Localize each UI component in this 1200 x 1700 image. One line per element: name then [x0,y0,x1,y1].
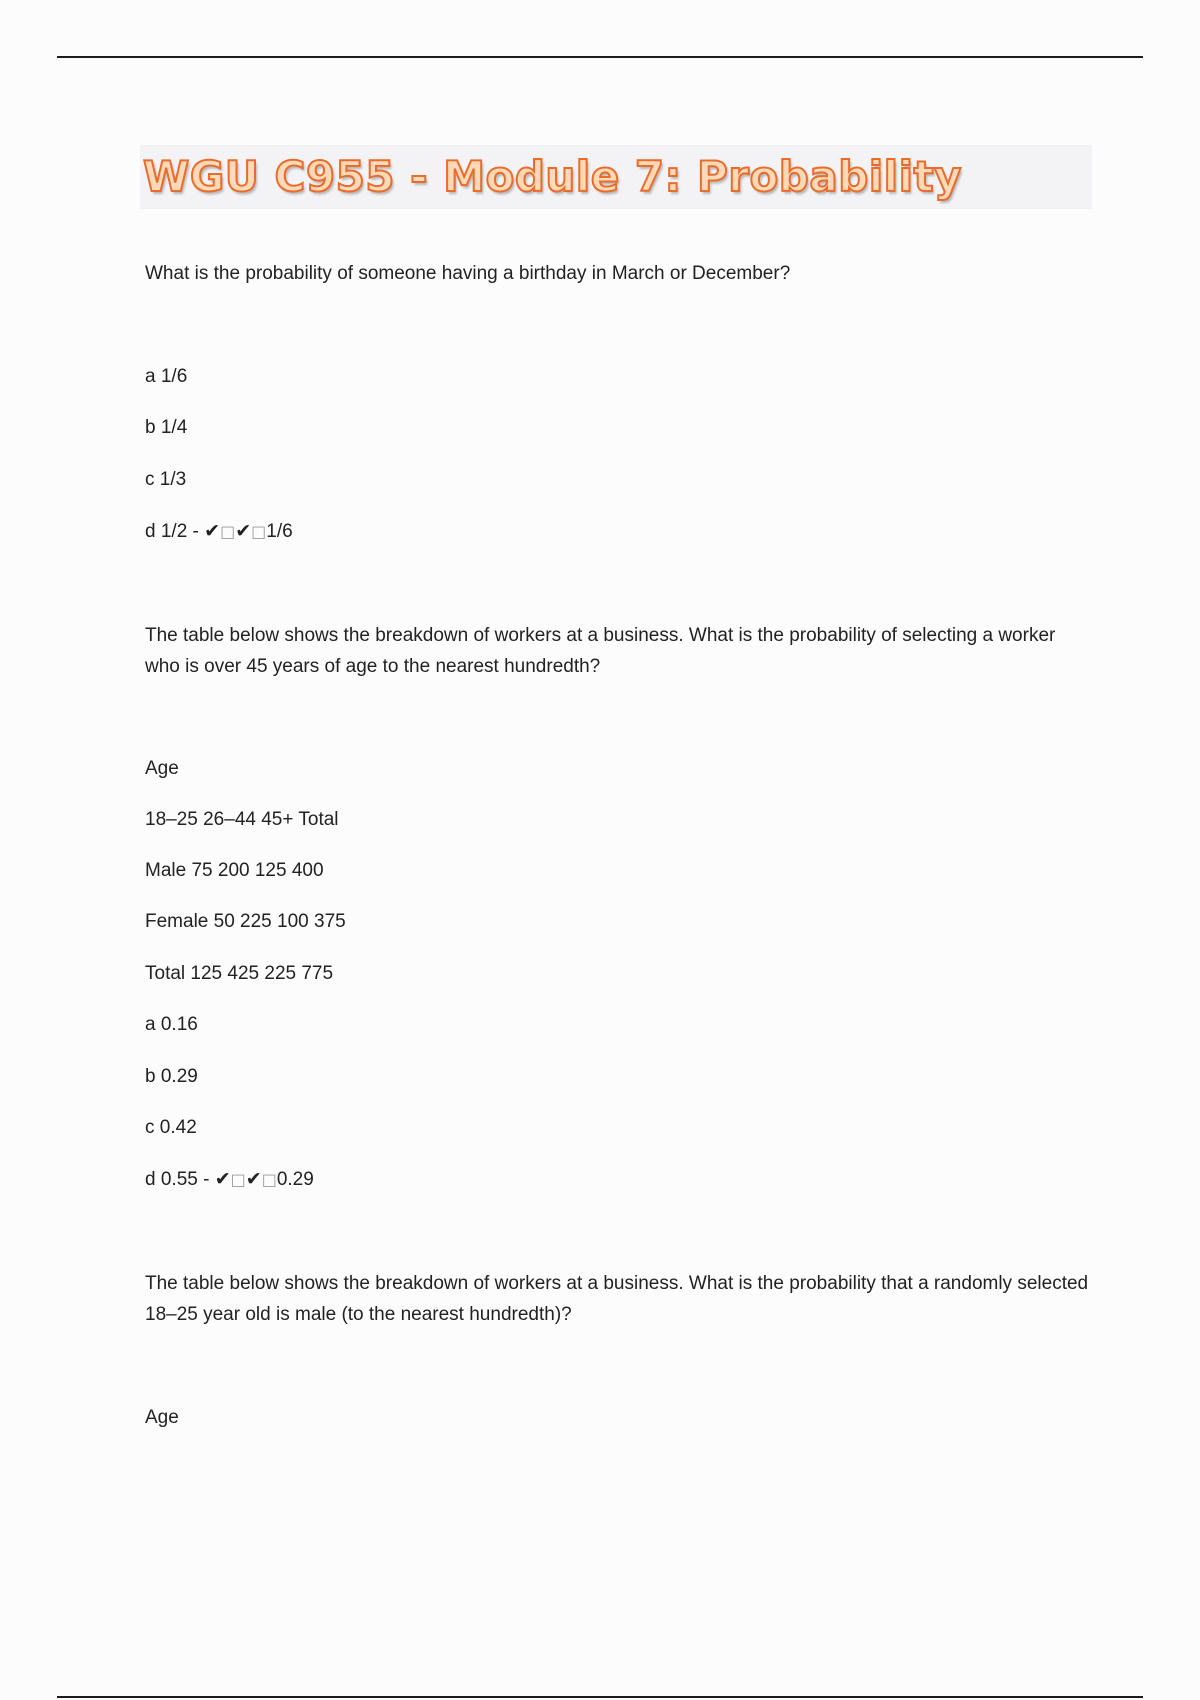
question-1-option-d-label: d 1/2 - [145,521,205,542]
question-1-answer: 1/6 [266,521,293,542]
box-icon: □ [220,522,236,541]
question-2-table-row: 18–25 26–44 45+ Total [145,809,339,830]
question-2-option-c: c 0.42 [145,1117,197,1138]
question-2-option-a: a 0.16 [145,1014,198,1035]
question-2-table-row: Female 50 225 100 375 [145,911,346,932]
question-1-option-a: a 1/6 [145,366,188,387]
document-title: WGU C955 - Module 7: Probability [143,152,962,201]
question-2-table-row: Male 75 200 125 400 [145,860,324,881]
check-icon: ✔ [214,1168,231,1190]
question-1-option-c: c 1/3 [145,469,187,490]
box-icon: □ [230,1170,246,1189]
header-rule [57,56,1143,58]
question-2-option-d [145,1164,314,1195]
question-2-option-d-label: d 0.55 - [145,1169,215,1190]
question-2-option-b: b 0.29 [145,1066,198,1087]
question-2-table-row: Age [145,758,179,779]
question-3-prompt: The table below shows the breakdown of workers at a business. What is the probability that a randomly selected 18–25 year old is male (to the nearest hundredth)? [145,1273,1089,1325]
question-3-table-row: Age [145,1407,179,1428]
check-icon: ✔ [245,1168,262,1190]
question-1-prompt: What is the probability of someone having a birthday in March or December? [145,263,791,284]
check-icon: ✔ [204,520,221,542]
box-icon: □ [251,522,267,541]
check-icon: ✔ [235,520,252,542]
question-2-prompt: The table below shows the breakdown of workers at a business. What is the probability of selecting a worker who is over 45 years of age to the nearest hundredth? [145,625,1056,677]
footer-rule [57,1696,1143,1698]
question-2-answer: 0.29 [276,1169,314,1190]
question-1-option-b: b 1/4 [145,417,188,438]
question-1-option-d [145,516,293,547]
box-icon: □ [261,1170,277,1189]
question-2-table-row: Total 125 425 225 775 [145,963,334,984]
